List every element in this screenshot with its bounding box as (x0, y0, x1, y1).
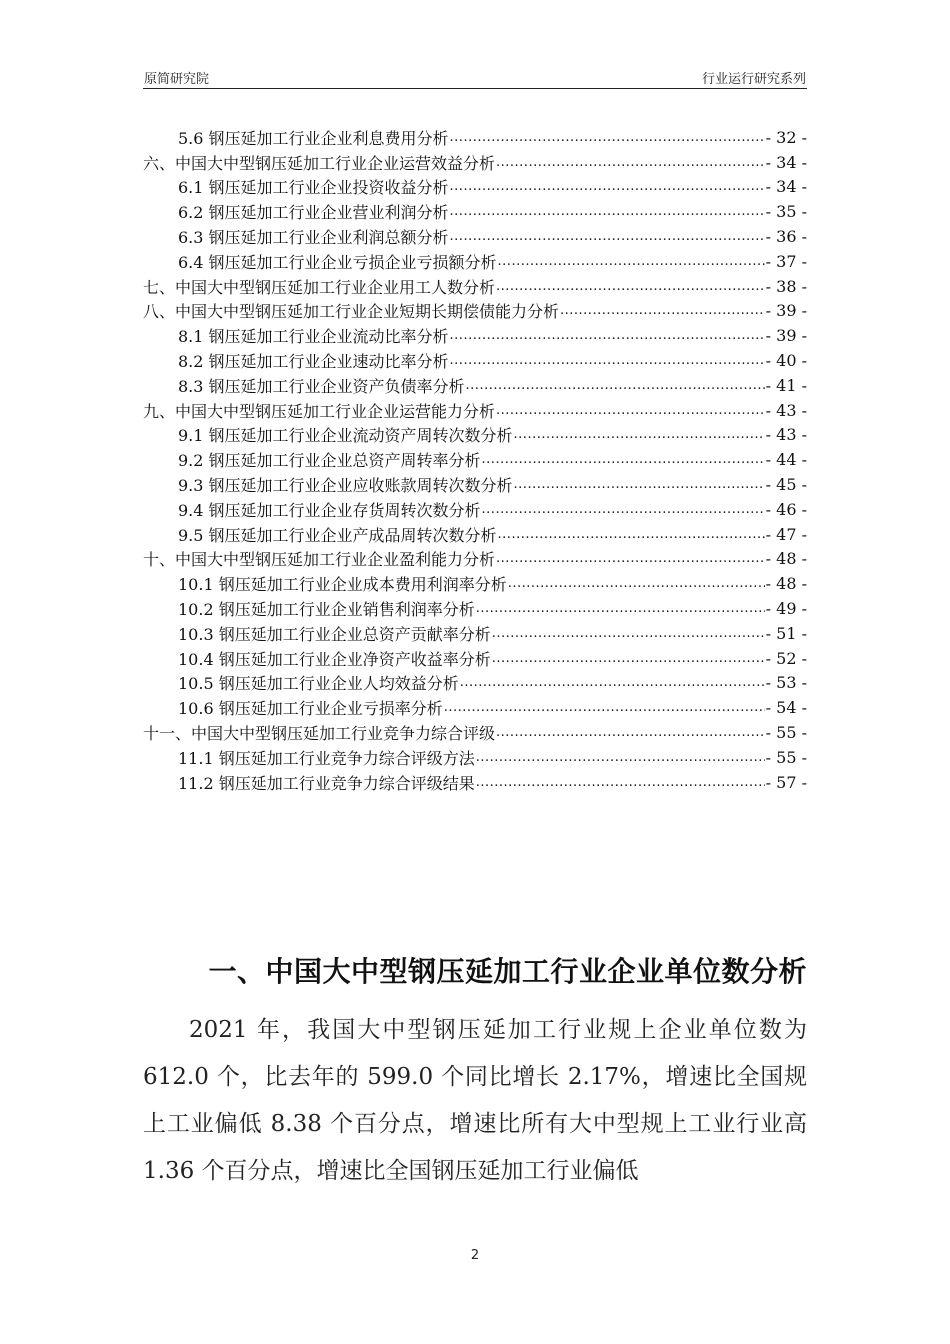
toc-entry-title: 8.1 钢压延加工行业企业流动比率分析 (178, 327, 449, 347)
toc-entry[interactable] (143, 224, 807, 249)
toc-leader-dots (560, 303, 765, 318)
toc-leader-dots (482, 502, 765, 517)
toc-entry-title: 10.1 钢压延加工行业企业成本费用利润率分析 (178, 575, 507, 595)
toc-leader-dots (492, 651, 765, 666)
toc-entry[interactable] (143, 571, 807, 596)
toc-entry-title: 9.2 钢压延加工行业企业总资产周转率分析 (178, 451, 481, 471)
toc-entry[interactable] (143, 547, 807, 572)
toc-entry-title: 6.3 钢压延加工行业企业利润总额分析 (178, 228, 449, 248)
toc-entry-page: - 45 - (765, 475, 807, 495)
toc-entry[interactable] (143, 249, 807, 274)
toc-entry-page: - 54 - (765, 698, 807, 718)
toc-entry[interactable] (143, 323, 807, 348)
toc-entry-title: 10.3 钢压延加工行业企业总资产贡献率分析 (178, 624, 491, 644)
toc-entry-title: 9.5 钢压延加工行业企业产成品周转次数分析 (178, 525, 497, 545)
toc-entry-title: 9.4 钢压延加工行业企业存货周转次数分析 (178, 500, 481, 520)
toc-entry-title: 10.2 钢压延加工行业企业销售利润率分析 (178, 600, 475, 620)
toc-entry[interactable] (143, 472, 807, 497)
toc-leader-dots (450, 328, 765, 343)
toc-entry-page: - 32 - (765, 127, 807, 147)
toc-entry-title: 10.5 钢压延加工行业企业人均效益分析 (178, 674, 459, 694)
toc-entry-page: - 39 - (765, 301, 807, 321)
toc-entry[interactable] (143, 423, 807, 448)
toc-entry-page: - 47 - (765, 524, 807, 544)
toc-entry[interactable] (143, 497, 807, 522)
toc-entry[interactable] (143, 596, 807, 621)
toc-entry-title: 10.6 钢压延加工行业企业亏损率分析 (178, 699, 443, 719)
toc-entry-page: - 41 - (765, 375, 807, 395)
toc-entry[interactable] (143, 621, 807, 646)
toc-entry[interactable] (143, 522, 807, 547)
toc-entry-title: 十一、中国大中型钢压延加工行业竞争力综合评级 (143, 724, 496, 744)
toc-entry-page: - 51 - (765, 623, 807, 643)
toc-entry[interactable] (143, 348, 807, 373)
toc-entry[interactable] (143, 299, 807, 324)
toc-entry-page: - 40 - (765, 351, 807, 371)
toc-entry-title: 8.2 钢压延加工行业企业速动比率分析 (178, 352, 449, 372)
toc-leader-dots (496, 403, 765, 418)
toc-leader-dots (496, 279, 765, 294)
toc-leader-dots (460, 675, 765, 690)
toc-leader-dots (482, 452, 765, 467)
toc-entry-title: 九、中国大中型钢压延加工行业企业运营能力分析 (143, 401, 496, 421)
toc-entry-page: - 43 - (765, 425, 807, 445)
toc-entry-page: - 48 - (765, 574, 807, 594)
toc-entry-title: 八、中国大中型钢压延加工行业企业短期长期偿债能力分析 (143, 302, 560, 322)
toc-entry-title: 6.1 钢压延加工行业企业投资收益分析 (178, 178, 449, 198)
toc-entry-page: - 53 - (765, 673, 807, 693)
toc-entry-title: 十、中国大中型钢压延加工行业企业盈利能力分析 (143, 550, 496, 570)
toc-entry-title: 11.1 钢压延加工行业竞争力综合评级方法 (178, 748, 475, 768)
toc-entry-page: - 52 - (765, 648, 807, 668)
toc-entry[interactable] (143, 745, 807, 770)
toc-entry[interactable] (143, 199, 807, 224)
section-paragraph: 2021 年，我国大中型钢压延加工行业规上企业单位数为 612.0 个，比去年的 599.0 个同比增长 2.17%，增速比全国规上工业偏低 8.38 个百分点，增速比所有大中型规上工业行业高 1.36 个百分点，增速比全国钢压延加工行业偏低 (143, 1017, 807, 1184)
toc-entry-page: - 38 - (765, 276, 807, 296)
toc-entry-page: - 39 - (765, 326, 807, 346)
toc-entry-page: - 36 - (765, 227, 807, 247)
header-left-text: 原简研究院 (144, 72, 210, 87)
toc-leader-dots (496, 155, 765, 170)
toc-leader-dots (450, 229, 765, 244)
toc-entry-page: - 55 - (765, 747, 807, 767)
toc-entry-title: 七、中国大中型钢压延加工行业企业用工人数分析 (143, 277, 496, 297)
header-right-text: 行业运行研究系列 (701, 72, 806, 87)
toc-entry-page: - 57 - (765, 772, 807, 792)
toc-entry-page: - 43 - (765, 400, 807, 420)
toc-entry[interactable] (143, 671, 807, 696)
toc-entry[interactable] (143, 125, 807, 150)
toc-leader-dots (514, 477, 765, 492)
section-title: 一、中国大中型钢压延加工行业企业单位数分析 (208, 955, 807, 988)
toc-entry-title: 5.6 钢压延加工行业企业利息费用分析 (178, 128, 449, 148)
toc-leader-dots (450, 353, 765, 368)
toc-entry-title: 10.4 钢压延加工行业企业净资产收益率分析 (178, 649, 491, 669)
toc-leader-dots (476, 601, 765, 616)
toc-entry[interactable] (143, 373, 807, 398)
toc-leader-dots (476, 775, 765, 790)
toc-entry[interactable] (143, 274, 807, 299)
toc-entry-title: 9.3 钢压延加工行业企业应收账款周转次数分析 (178, 476, 513, 496)
toc-entry-title: 8.3 钢压延加工行业企业资产负债率分析 (178, 376, 465, 396)
toc-leader-dots (476, 750, 765, 765)
toc-leader-dots (444, 700, 765, 715)
toc-entry-title: 11.2 钢压延加工行业竞争力综合评级结果 (178, 773, 475, 793)
toc-entry[interactable] (143, 720, 807, 745)
toc-entry-page: - 34 - (765, 152, 807, 172)
toc-leader-dots (514, 427, 765, 442)
toc-entry-title: 六、中国大中型钢压延加工行业企业运营效益分析 (143, 153, 496, 173)
toc-leader-dots (496, 551, 765, 566)
toc-entry[interactable] (143, 175, 807, 200)
table-of-contents (143, 125, 807, 795)
toc-entry[interactable] (143, 447, 807, 472)
toc-entry-title: 9.1 钢压延加工行业企业流动资产周转次数分析 (178, 426, 513, 446)
toc-entry-title: 6.4 钢压延加工行业企业亏损企业亏损额分析 (178, 252, 497, 272)
toc-leader-dots (498, 527, 765, 542)
toc-entry-page: - 34 - (765, 177, 807, 197)
toc-leader-dots (492, 626, 765, 641)
page-number: 2 (470, 1248, 480, 1263)
toc-leader-dots (450, 204, 765, 219)
toc-entry[interactable] (143, 646, 807, 671)
toc-entry-page: - 37 - (765, 251, 807, 271)
toc-leader-dots (466, 378, 765, 393)
toc-entry-page: - 46 - (765, 499, 807, 519)
toc-entry[interactable] (143, 398, 807, 423)
toc-entry-page: - 35 - (765, 202, 807, 222)
toc-entry-page: - 55 - (765, 723, 807, 743)
toc-entry-title: 6.2 钢压延加工行业企业营业利润分析 (178, 203, 449, 223)
toc-entry-page: - 48 - (765, 549, 807, 569)
toc-leader-dots (496, 725, 765, 740)
toc-leader-dots (450, 130, 765, 145)
toc-entry[interactable] (143, 695, 807, 720)
toc-entry-page: - 49 - (765, 599, 807, 619)
toc-entry-page: - 44 - (765, 450, 807, 470)
toc-leader-dots (450, 179, 765, 194)
toc-leader-dots (498, 254, 765, 269)
toc-entry[interactable] (143, 770, 807, 795)
toc-leader-dots (508, 576, 765, 591)
page-header (143, 66, 807, 89)
toc-entry[interactable] (143, 150, 807, 175)
